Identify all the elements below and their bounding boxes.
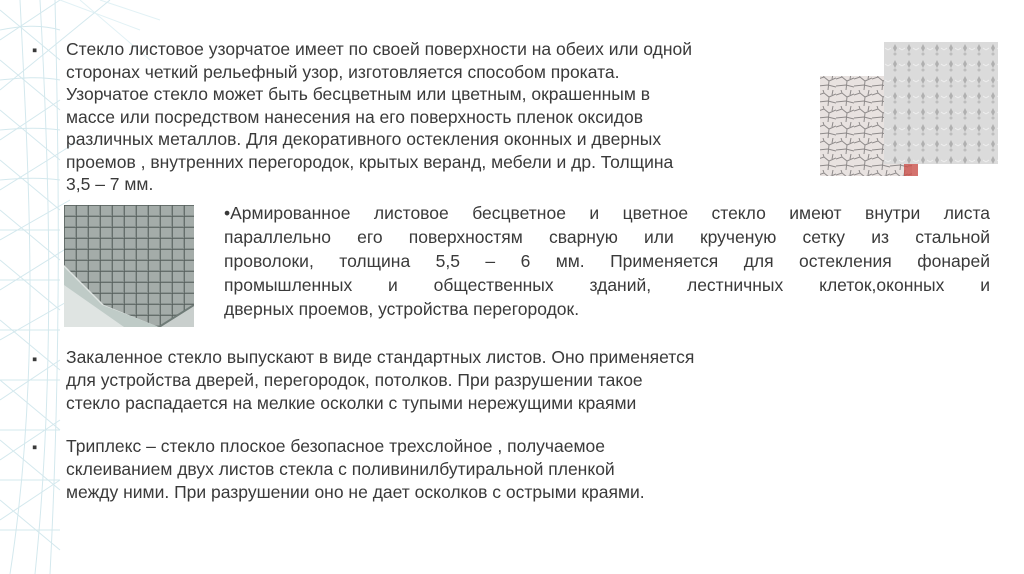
text-line: склеиванием двух листов стекла с поливинилбутиральной пленкой bbox=[66, 459, 615, 479]
patterned-glass-paragraph bbox=[66, 38, 826, 196]
text-line: промышленных и общественных зданий, лестничных клеток,оконных и bbox=[224, 275, 990, 295]
reinforced-glass-image bbox=[64, 205, 194, 327]
bullet-patterned: ▪ bbox=[32, 42, 38, 59]
tempered-glass-paragraph bbox=[66, 346, 846, 415]
text-line: проемов , внутренних перегородок, крытых веранд, мебели и др. Толщина bbox=[66, 151, 674, 172]
reinforced-glass-paragraph bbox=[224, 201, 990, 321]
text-line: дверных проемов, устройства перегородок. bbox=[224, 299, 580, 319]
text-line: различных металлов. Для декоративного остекления оконных и дверных bbox=[66, 129, 662, 149]
text-line: Стекло листовое узорчатое имеет по своей поверхности на обеих или одной bbox=[66, 39, 693, 59]
text-line: Триплекс – стекло плоское безопасное трехслойное , получаемое bbox=[66, 436, 605, 456]
text-line: 3,5 – 7 мм. bbox=[66, 174, 154, 194]
text-line: массе или посредством нанесения на его поверхность пленок оксидов bbox=[66, 106, 644, 127]
text-line: для устройства дверей, перегородок, потолков. При разрушении такое bbox=[66, 370, 643, 390]
text-line: проволоки, толщина 5,5 – 6 мм. Применяется для остекления фонарей bbox=[224, 251, 990, 271]
text-line: Узорчатое стекло может быть бесцветным или цветным, окрашенным в bbox=[66, 84, 651, 104]
bullet-triplex: ▪ bbox=[32, 439, 38, 456]
text-line: сторонах четкий рельефный узор, изготовляется способом проката. bbox=[66, 61, 620, 82]
text-line: между ними. При разрушении оно не дает осколков с острыми краями. bbox=[66, 482, 645, 502]
text-line: параллельно его поверхностям сварную или крученую сетку из стальной bbox=[224, 227, 990, 247]
patterned-glass-samples-image bbox=[818, 42, 998, 178]
triplex-paragraph bbox=[66, 435, 846, 504]
text-line: стекло распадается на мелкие осколки с тупыми нережущими краями bbox=[66, 393, 637, 413]
text-line: •Армированное листовое бесцветное и цветное стекло имеют внутри листа bbox=[224, 203, 990, 223]
text-line: Закаленное стекло выпускают в виде стандартных листов. Оно применяется bbox=[66, 347, 695, 367]
bullet-tempered: ▪ bbox=[32, 351, 38, 368]
